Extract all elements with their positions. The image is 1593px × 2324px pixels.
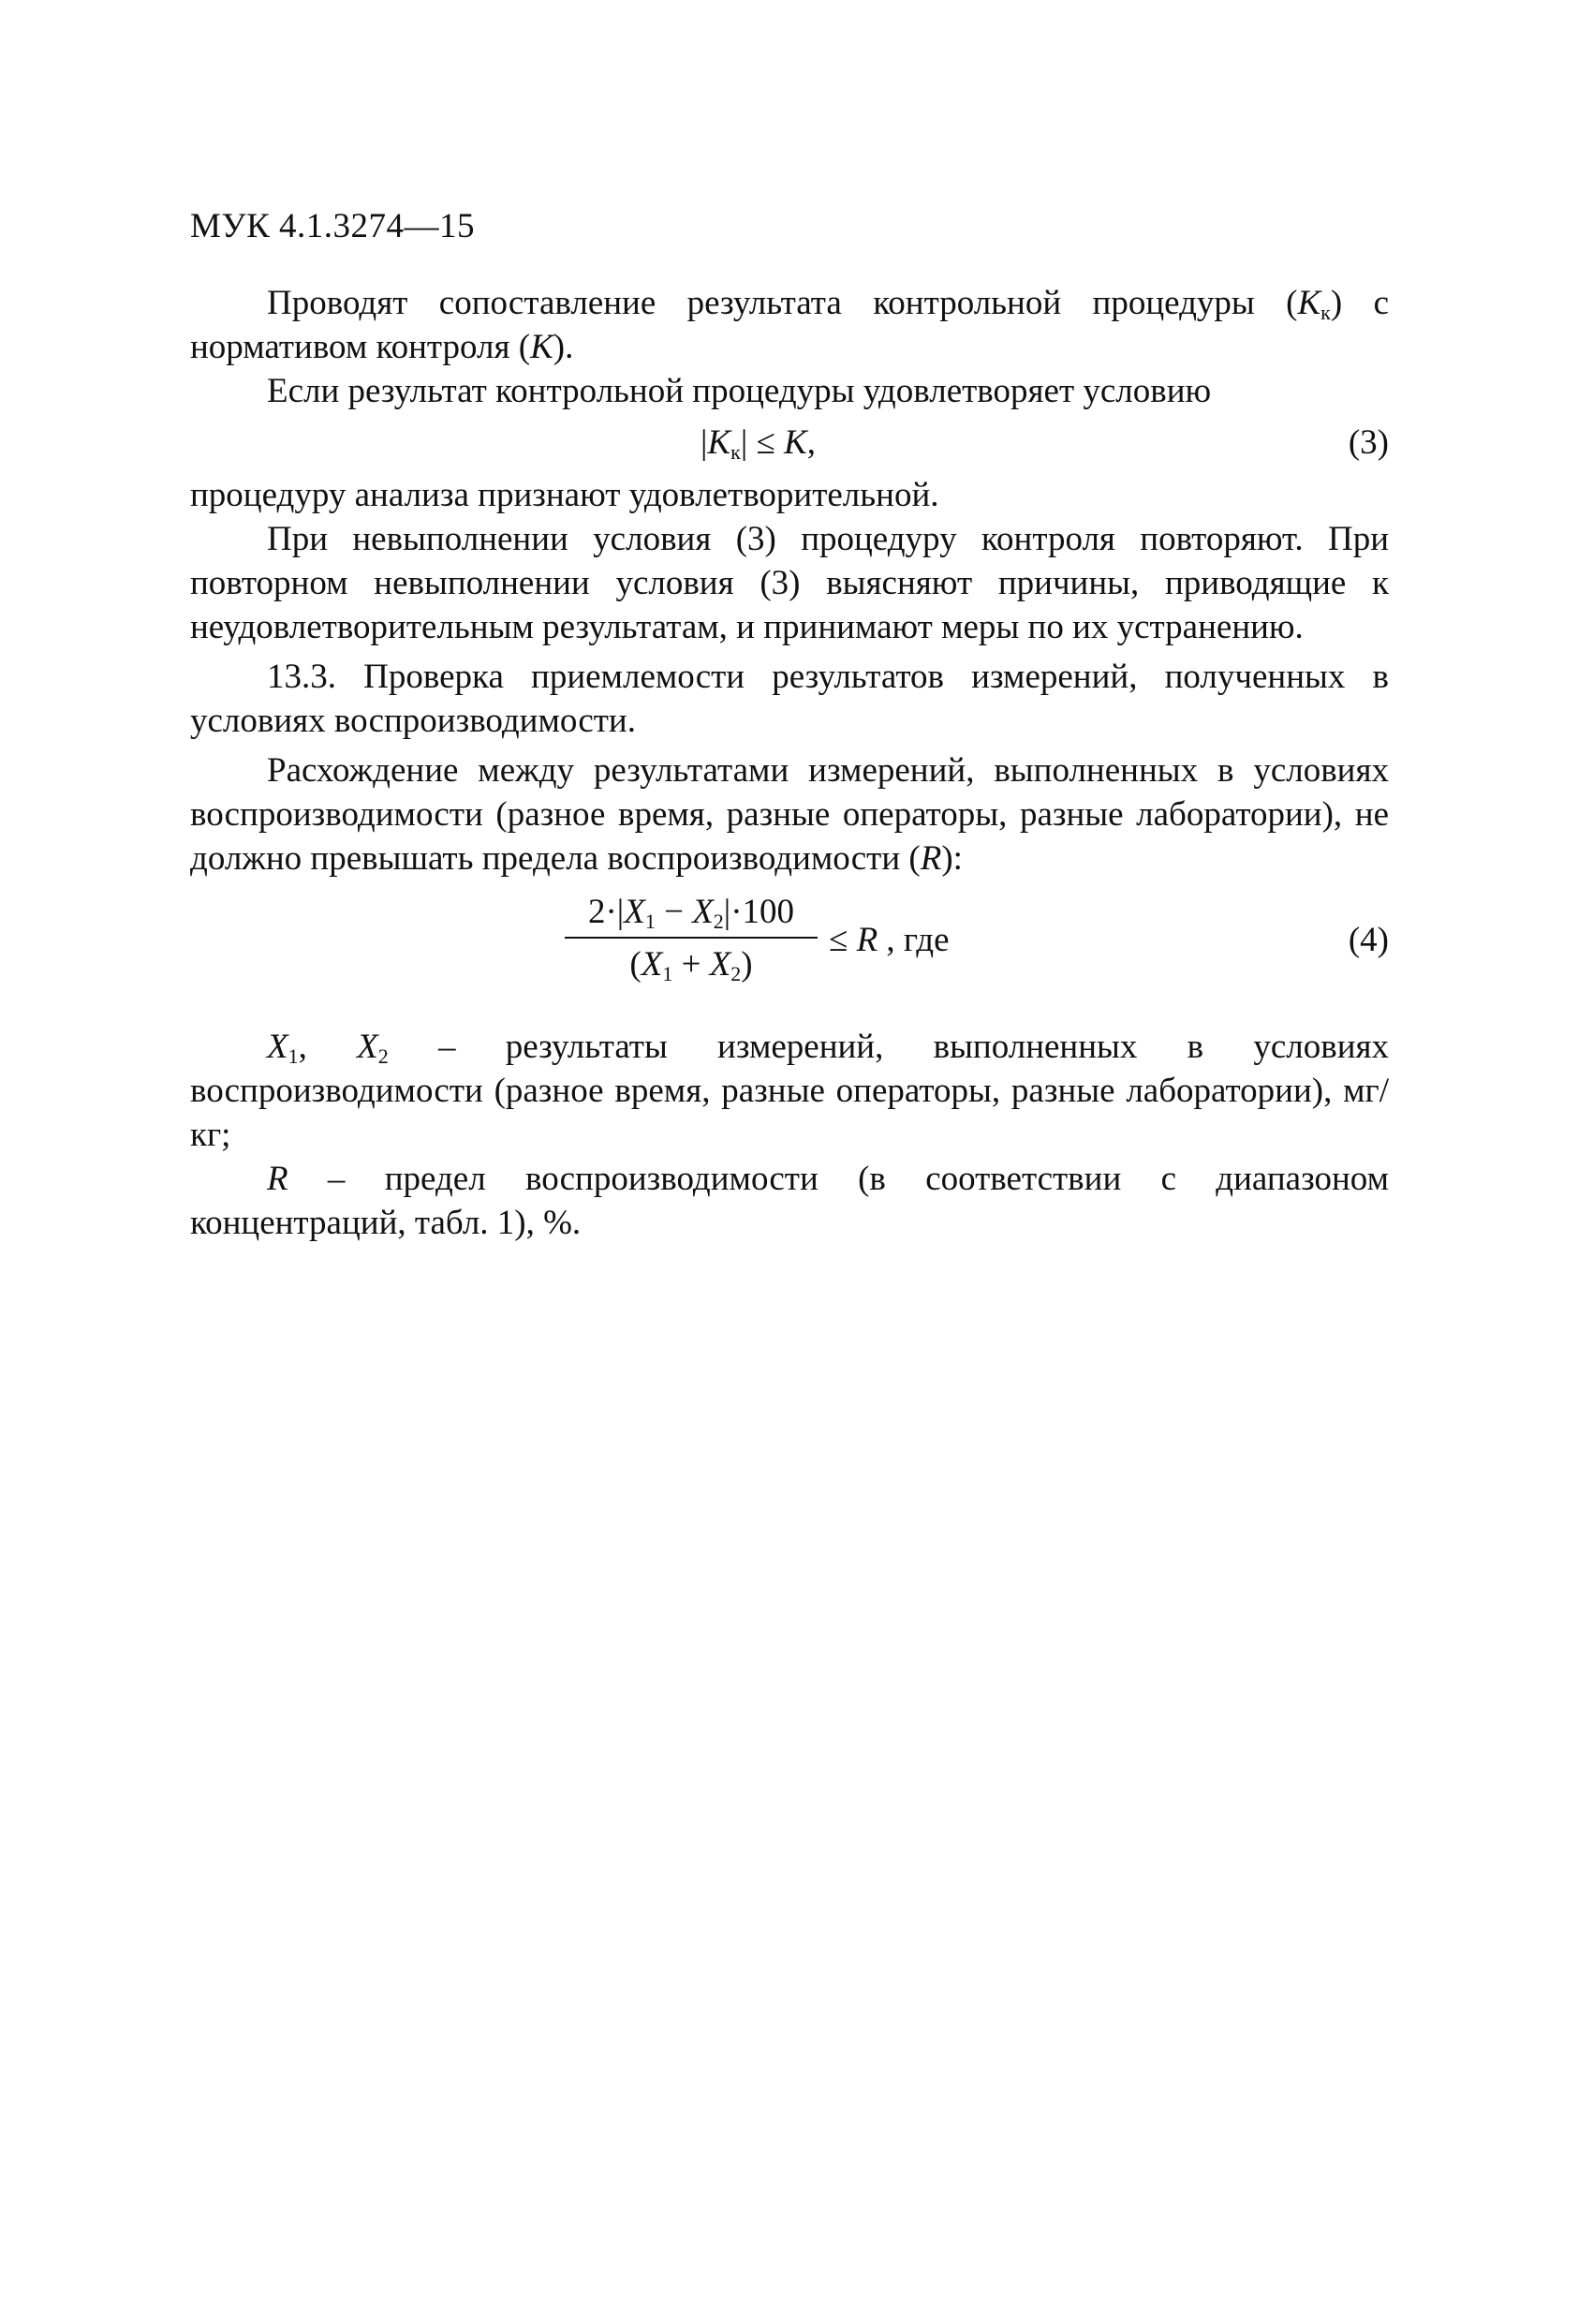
variable: X — [709, 945, 731, 984]
operator: + — [672, 945, 710, 984]
variable: R — [267, 1160, 288, 1198]
paragraph-text: ) с нормативом контроля ( — [190, 284, 1390, 366]
paragraph-text: Расхождение между результатами измерений, выполненных в условиях воспроизводимости (разное время, разные операторы, разные лаборатории), не должно превышать предела воспроизводимости ( — [190, 751, 1389, 878]
page-body — [190, 281, 1389, 1245]
math-text: |·100 — [723, 893, 795, 931]
math-text: 2·| — [587, 893, 625, 931]
variable: X — [267, 1028, 288, 1066]
punctuation: , — [806, 423, 816, 462]
abs-bar: | — [701, 423, 708, 462]
paragraph-text: Проводят сопоставление результата контрольной процедуры ( — [267, 284, 1298, 322]
variable: X — [357, 1028, 378, 1066]
paragraph-text: ). — [553, 328, 574, 366]
variable: K — [707, 423, 731, 462]
punctuation: , — [298, 1028, 358, 1066]
equation-3-number: (3) — [1348, 423, 1389, 462]
paragraph-satisfactory: процедуру анализа признают удовлетворительной. — [190, 476, 939, 514]
subscript: 2 — [730, 962, 742, 985]
paragraph-r-definition — [190, 1157, 1389, 1245]
equation-4 — [190, 884, 1389, 1025]
math-text: , где — [878, 921, 950, 959]
document-code: МУК 4.1.3274—15 — [190, 207, 476, 245]
subscript: к — [1320, 301, 1331, 324]
variable: K — [784, 423, 807, 462]
equation-3 — [190, 413, 1389, 473]
variable: X — [641, 945, 663, 984]
operator: − — [655, 893, 693, 931]
subscript: к — [730, 440, 741, 464]
equation-3-expression — [701, 421, 816, 465]
subscript: 1 — [644, 910, 656, 933]
paren: ) — [741, 945, 753, 984]
section-13-3-heading: 13.3. Проверка приемлемости результатов измерений, полученных в условиях воспроизводимости. — [190, 658, 1389, 740]
variable: R — [920, 839, 942, 878]
fraction-numerator — [581, 892, 802, 937]
paragraph-repeat: При невыполнении условия (3) процедуру контроля повторяют. При повторном невыполнении условия (3) выясняют причины, приводящие к неудовлетворительным результатам, и принимают меры по их устранению. — [190, 520, 1389, 646]
variable: X — [624, 893, 645, 931]
relation: ≤ — [747, 423, 785, 462]
variable: K — [1297, 284, 1321, 322]
subscript: 1 — [662, 962, 673, 985]
paren: ( — [629, 945, 642, 984]
subscript: 1 — [288, 1044, 299, 1068]
paragraph-condition-intro: Если результат контрольной процедуры удовлетворяет условию — [267, 372, 1212, 410]
abs-bar: | — [740, 423, 748, 462]
variable: X — [692, 893, 714, 931]
equation-4-rhs — [829, 918, 950, 962]
paragraph-text: – предел воспроизводимости (в соответствии с диапазоном концентраций, табл. 1), %. — [190, 1160, 1389, 1242]
variable: R — [856, 921, 878, 959]
relation: ≤ — [829, 921, 857, 959]
variable: K — [530, 328, 553, 366]
equation-4-number: (4) — [1348, 921, 1389, 959]
paragraph-comparison — [190, 281, 1389, 369]
paragraph-reproducibility — [190, 748, 1389, 881]
paragraph-text: – результаты измерений, выполненных в условиях воспроизводимости (разное время, разные операторы, разные лаборатории), мг/кг; — [190, 1028, 1390, 1154]
subscript: 2 — [713, 910, 724, 933]
subscript: 2 — [377, 1044, 389, 1068]
fraction-denominator — [629, 939, 752, 985]
paragraph-x-definition — [190, 1025, 1389, 1157]
equation-4-fraction — [565, 892, 818, 985]
paragraph-text: ): — [941, 839, 963, 878]
